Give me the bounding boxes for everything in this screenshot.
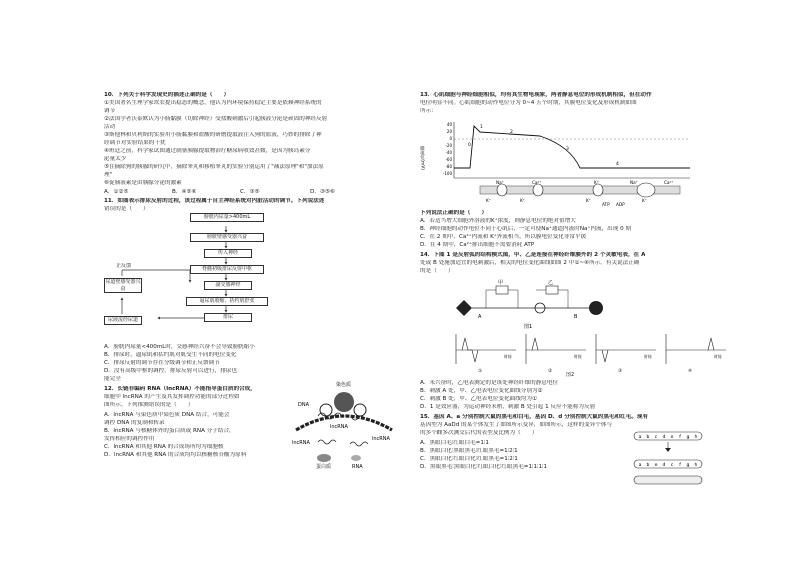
fig2-caption: 图2 [566, 372, 575, 378]
meter-jia-box [496, 286, 508, 294]
label-lncrna-1: lncRNA [330, 424, 348, 430]
label-chromatin: 染色质 [336, 382, 352, 388]
flow-node-bladder-volume: 膀胱内尿量>400mL [190, 213, 264, 222]
q14-option-d: D．1 是效应器，为运动神经末梢，刺激 B 处引起 1 反应不能称为反射 [420, 404, 596, 410]
phase-label: 1 [480, 125, 483, 130]
gene-locus: h [694, 435, 698, 440]
flow-node-urination: 排尿 [204, 313, 252, 322]
q10-item: ③斯他林和贝利斯的实验用小肠黏膜和盐酸的研磨提取液注入狗的血液，巧妙的排除了神 [104, 132, 322, 138]
flow-node-afferent: 传入神经 [204, 249, 252, 258]
q12-stem: 细胞中 lncRNA 的产生及其发挥调控功能的部分过程如 [104, 394, 240, 400]
q10-option-b: B．④⑤⑥ [172, 189, 197, 195]
q14-stem: 处或 B 处施加适宜的电刺激后，相关的电位变化曲线如图 2 中①~④所示。有关说法正确 [420, 260, 640, 266]
q10-option-c: C．③⑤ [240, 189, 260, 195]
adp-label: ADP [616, 202, 625, 207]
q13-prompt: 下列说法正确的是（ ） [420, 210, 488, 216]
q10-item: ⑥促胰液素是由胰腺分泌的激素 [104, 180, 182, 186]
gene-locus: h [694, 463, 698, 468]
ion-label: Na⁺ [496, 180, 504, 185]
phase-label: 0 [468, 143, 471, 148]
reflex-arc-figure1 [450, 278, 610, 330]
fig1-label-b: B [574, 314, 578, 320]
chromatin-blob-2 [320, 404, 332, 416]
gene-locus: c [654, 435, 658, 440]
fig1-label-jia: 甲 [498, 280, 504, 286]
ytick: -40 [445, 150, 452, 155]
ytick: 20 [446, 129, 452, 134]
q14-stem: 14．下图 1 是反射弧的结构模式图，甲、乙是连接在神经纤维膜外的 2 个灵敏电表，在 A [420, 252, 646, 258]
q15-stem: 基因型为 AaDd 的某个体发生了如图所示变异，如图所示，这样的变异个体与 [420, 422, 613, 428]
flow-node-spinal-center: 脊髓初级排尿反射中枢 [190, 265, 264, 274]
flow-label-feedback: 正反馈 [116, 263, 132, 269]
fig1-label-yi: 乙 [548, 280, 554, 286]
q12-option-d: D．lncRNA 和其他 RNA 的合成均均以核糖核苷酸为原料 [104, 452, 247, 458]
channel [533, 184, 543, 196]
q14-stem: 的是（ ） [420, 268, 454, 274]
phase-label: 2 [510, 130, 513, 135]
flow-node-urethra-receptor: 尿道壁感受器兴奋 [105, 279, 141, 292]
q10-item: ④班廷之前，科学家试图通过制备胰腺提取物治疗糖尿病收效甚微，是因为胰岛素分 [104, 148, 311, 154]
label-lncrna-2: lncRNA [292, 440, 310, 446]
ion-label: K⁺ [594, 180, 599, 185]
q10-item: ①美国著名生理学家坎农提出稳态的概念，他认为内环境保持稳定主要是依赖神经系统的 [104, 100, 322, 106]
gene-locus: f [679, 463, 681, 468]
q12-option-b-cont: 发挥相应的调控作用 [104, 436, 155, 442]
flow-node-parasympathetic: 副交感神经 [204, 281, 252, 290]
q12-stem: 图所示。下列推测错误的是（ ） [104, 402, 194, 408]
q10-option-a: A．①②⑤ [104, 189, 129, 195]
gene-locus: c [670, 463, 674, 468]
q11-option-d: D．没有高级中枢的调控，排尿反射可以进行，排尿也 [104, 368, 237, 374]
atp-label: ATP [602, 202, 610, 207]
label-protein: 蛋白质 [316, 464, 332, 470]
fig1-caption: 图1 [524, 324, 533, 330]
q11-option-a: A．膀胱内尿量<400mL时，交感神经兴奋不会导致膀胱缩小 [104, 344, 255, 350]
q12-option-c: C．lncRNA 和其他 RNA 的合成场所均为细胞核 [104, 444, 224, 450]
q13-stem: 所示： [420, 108, 437, 114]
chromatin-blob [334, 392, 354, 412]
q12-option-a: A．lncRNA 与染色质中染色质 DNA 结合，可能会 [104, 412, 230, 418]
gene-locus: a [638, 435, 642, 440]
label-lncrna-3: lncRNA [372, 436, 390, 442]
q14-option-a: A．未兴奋时，乙电表测定的是该处神经纤维的静息电位 [420, 380, 559, 386]
q10-option-d: D．③⑤⑥ [310, 189, 335, 195]
q13-stem: 13．心肌细胞与神经细胞相似，均有其生物电现象，两者静息电位的形成机制相似，但在动作 [420, 92, 652, 98]
ytick: -100 [442, 171, 452, 176]
channel [497, 184, 507, 196]
ion-label: Na⁺ [630, 180, 638, 185]
q14-option-c: C．刺激 B 处，甲、乙电表电位变化曲线均为① [420, 396, 538, 402]
q15-option-b: B．黑眼白化∶黑眼黑毛∶红眼黑毛=1∶2∶1 [420, 448, 518, 454]
chromosome-original [634, 432, 702, 440]
fig1-label-a: A [478, 314, 482, 320]
potential-curves-figure2 [448, 330, 738, 374]
chromatin-blob-3 [354, 404, 366, 416]
meter-yi-box [546, 286, 558, 294]
graph-ylabel: 膜电位(mV) [420, 146, 425, 170]
channel [593, 184, 603, 196]
gene-locus: d [662, 435, 666, 440]
chromosome-variant [634, 460, 702, 468]
phase-label: 3 [566, 147, 569, 152]
q10-item: ②法国学者沃泰默认为小肠黏膜（切除神经）受盐酸刺激后引起胰液分泌是顽固的神经反射 [104, 116, 328, 122]
label-rna: RNA [352, 464, 363, 470]
q11-stem: 11．如图表示排尿反射的过程，该过程属于自主神经系统对内脏活动的调节。下列说法述 [104, 198, 325, 204]
chromosome-homolog [634, 476, 702, 484]
ion-label: K⁺ [586, 198, 591, 203]
q13-stem: 电位明显不同。心肌细胞的动作电位分为 0~4 五个时期，其膜电位变化及形成机制如图 [420, 100, 637, 106]
ytick: -20 [445, 143, 452, 148]
q15-stem: 的多个雌多次测交后代的表型及比例为（ ） [420, 430, 538, 436]
q15-option-d: D．黑眼黑毛∶黑眼白化∶红眼白化∶红眼黑毛=1∶1∶1∶1 [420, 464, 548, 470]
flow-node-muscle: 逼尿肌收缩，括约肌舒张 [186, 297, 268, 306]
ion-label: K⁺ [642, 198, 647, 203]
gene-locus: a [638, 463, 642, 468]
q10-item: 活动 [104, 124, 116, 130]
q12-option-a-cont: 调控 DNA 的复制和转录 [104, 420, 165, 426]
action-potential-graph [420, 116, 710, 208]
protein-shape [317, 454, 331, 462]
q10-item: 经调节对实验结果的干扰 [104, 140, 166, 146]
ion-label: K⁺ [520, 198, 525, 203]
q15-option-a: A．黑眼白毛∶红眼白毛=1∶1 [420, 440, 489, 446]
ap-curve [454, 126, 690, 168]
lncrna-diagram [290, 372, 398, 470]
cytoplasm-lnc [318, 440, 336, 444]
fig2-label-1: ① [478, 369, 483, 374]
fig2-label-2: ② [548, 369, 553, 374]
gene-locus: f [679, 435, 681, 440]
q10-stem: 10．下列关于科学发现史的描述正确的是（ ） [104, 92, 230, 98]
gene-locus: g [686, 463, 690, 468]
q11-option-d-cont: 能完全 [104, 376, 121, 382]
q10-item: 理" [104, 172, 113, 178]
q10-item: ⑤在摘除狗的胰腺的研究中，摘除睾丸和移植睾丸的实验分别运用了"减法原理"和"加法原 [104, 164, 324, 170]
ytick: -80 [445, 164, 452, 169]
gene-locus: g [686, 435, 690, 440]
q12-option-b: B．lncRNA 与核糖体外的蛋白质或 RNA 分子结合， [104, 428, 235, 434]
fig2-axis: 时间 [714, 354, 722, 359]
ion-label: Ca²⁺ [532, 180, 542, 185]
gene-locus: d [662, 463, 666, 468]
ion-label: Ca²⁺ [664, 180, 674, 185]
ion-label: K⁺ [486, 198, 491, 203]
chromosome-figure [632, 430, 706, 490]
flow-node-receptor: 膀胱壁感受器兴奋 [190, 233, 264, 242]
gene-locus: b [646, 463, 650, 468]
channel [637, 183, 655, 197]
q10-item: 调节 [104, 108, 116, 114]
ribosome-shape [351, 455, 361, 461]
gene-locus: b [646, 435, 650, 440]
phase-label: 4 [616, 162, 619, 167]
q15-option-c: C．黑眼白化∶红眼白化∶红眼黑毛=1∶2∶1 [420, 456, 518, 462]
q11-option-b: B．排尿时，逼尿肌和括约肌对肌受生不同的电位变化 [104, 352, 237, 358]
receptor-shape [456, 300, 472, 316]
q10-item: 泌量太少 [104, 156, 127, 162]
q13-option-d: D．在 4 期中，Ca²⁺排出细胞不需要消耗 ATP [420, 242, 535, 248]
fig2-label-4: ④ [688, 369, 693, 374]
ytick: 0 [449, 136, 452, 141]
flow-node-urine-flow: 尿液流经尿道 [104, 316, 142, 325]
gene-locus: e [670, 435, 674, 440]
q13-option-b: B．神经细胞的动作电位不同于心肌后，一定可使Na⁺通道内流时Na⁺内流，出现 0 期 [420, 226, 632, 232]
ytick: 40 [446, 122, 452, 127]
effector-shape [589, 301, 603, 315]
fig2-label-3: ③ [618, 369, 623, 374]
q13-option-a: A．若适当增大细胞外溶液的K⁺浓度，则静息电位的绝对值增大 [420, 218, 576, 224]
fig2-axis: 时间 [574, 354, 582, 359]
ytick: -60 [445, 157, 452, 162]
q13-option-c: C．在 2 期中，Ca²⁺内流和 K⁺外流相当，所以膜电位变化非常平缓 [420, 234, 587, 240]
q11-stem: 错误的是（ ） [104, 206, 149, 212]
label-dna: DNA [298, 402, 310, 408]
gene-locus: e [654, 463, 658, 468]
fig2-axis: 时间 [644, 354, 652, 359]
q11-option-c: C．排尿反射的调节存在分级调节和正反馈调节 [104, 360, 220, 366]
q12-stem: 12．长链非编码 RNA（lncRNA）不能指导蛋白质的合成， [104, 386, 256, 392]
q14-option-b: B．刺激 A 处，甲、乙电表电位变化曲线分别为② [420, 388, 543, 394]
q15-stem: 15．基因 A、a 分别控制大鼠的黑毛和白毛，基因 D、d 分别控制大鼠的黑毛和红毛。现有 [420, 414, 649, 420]
cytoplasm-rna [350, 442, 368, 446]
fig2-axis: 时间 [504, 354, 512, 359]
